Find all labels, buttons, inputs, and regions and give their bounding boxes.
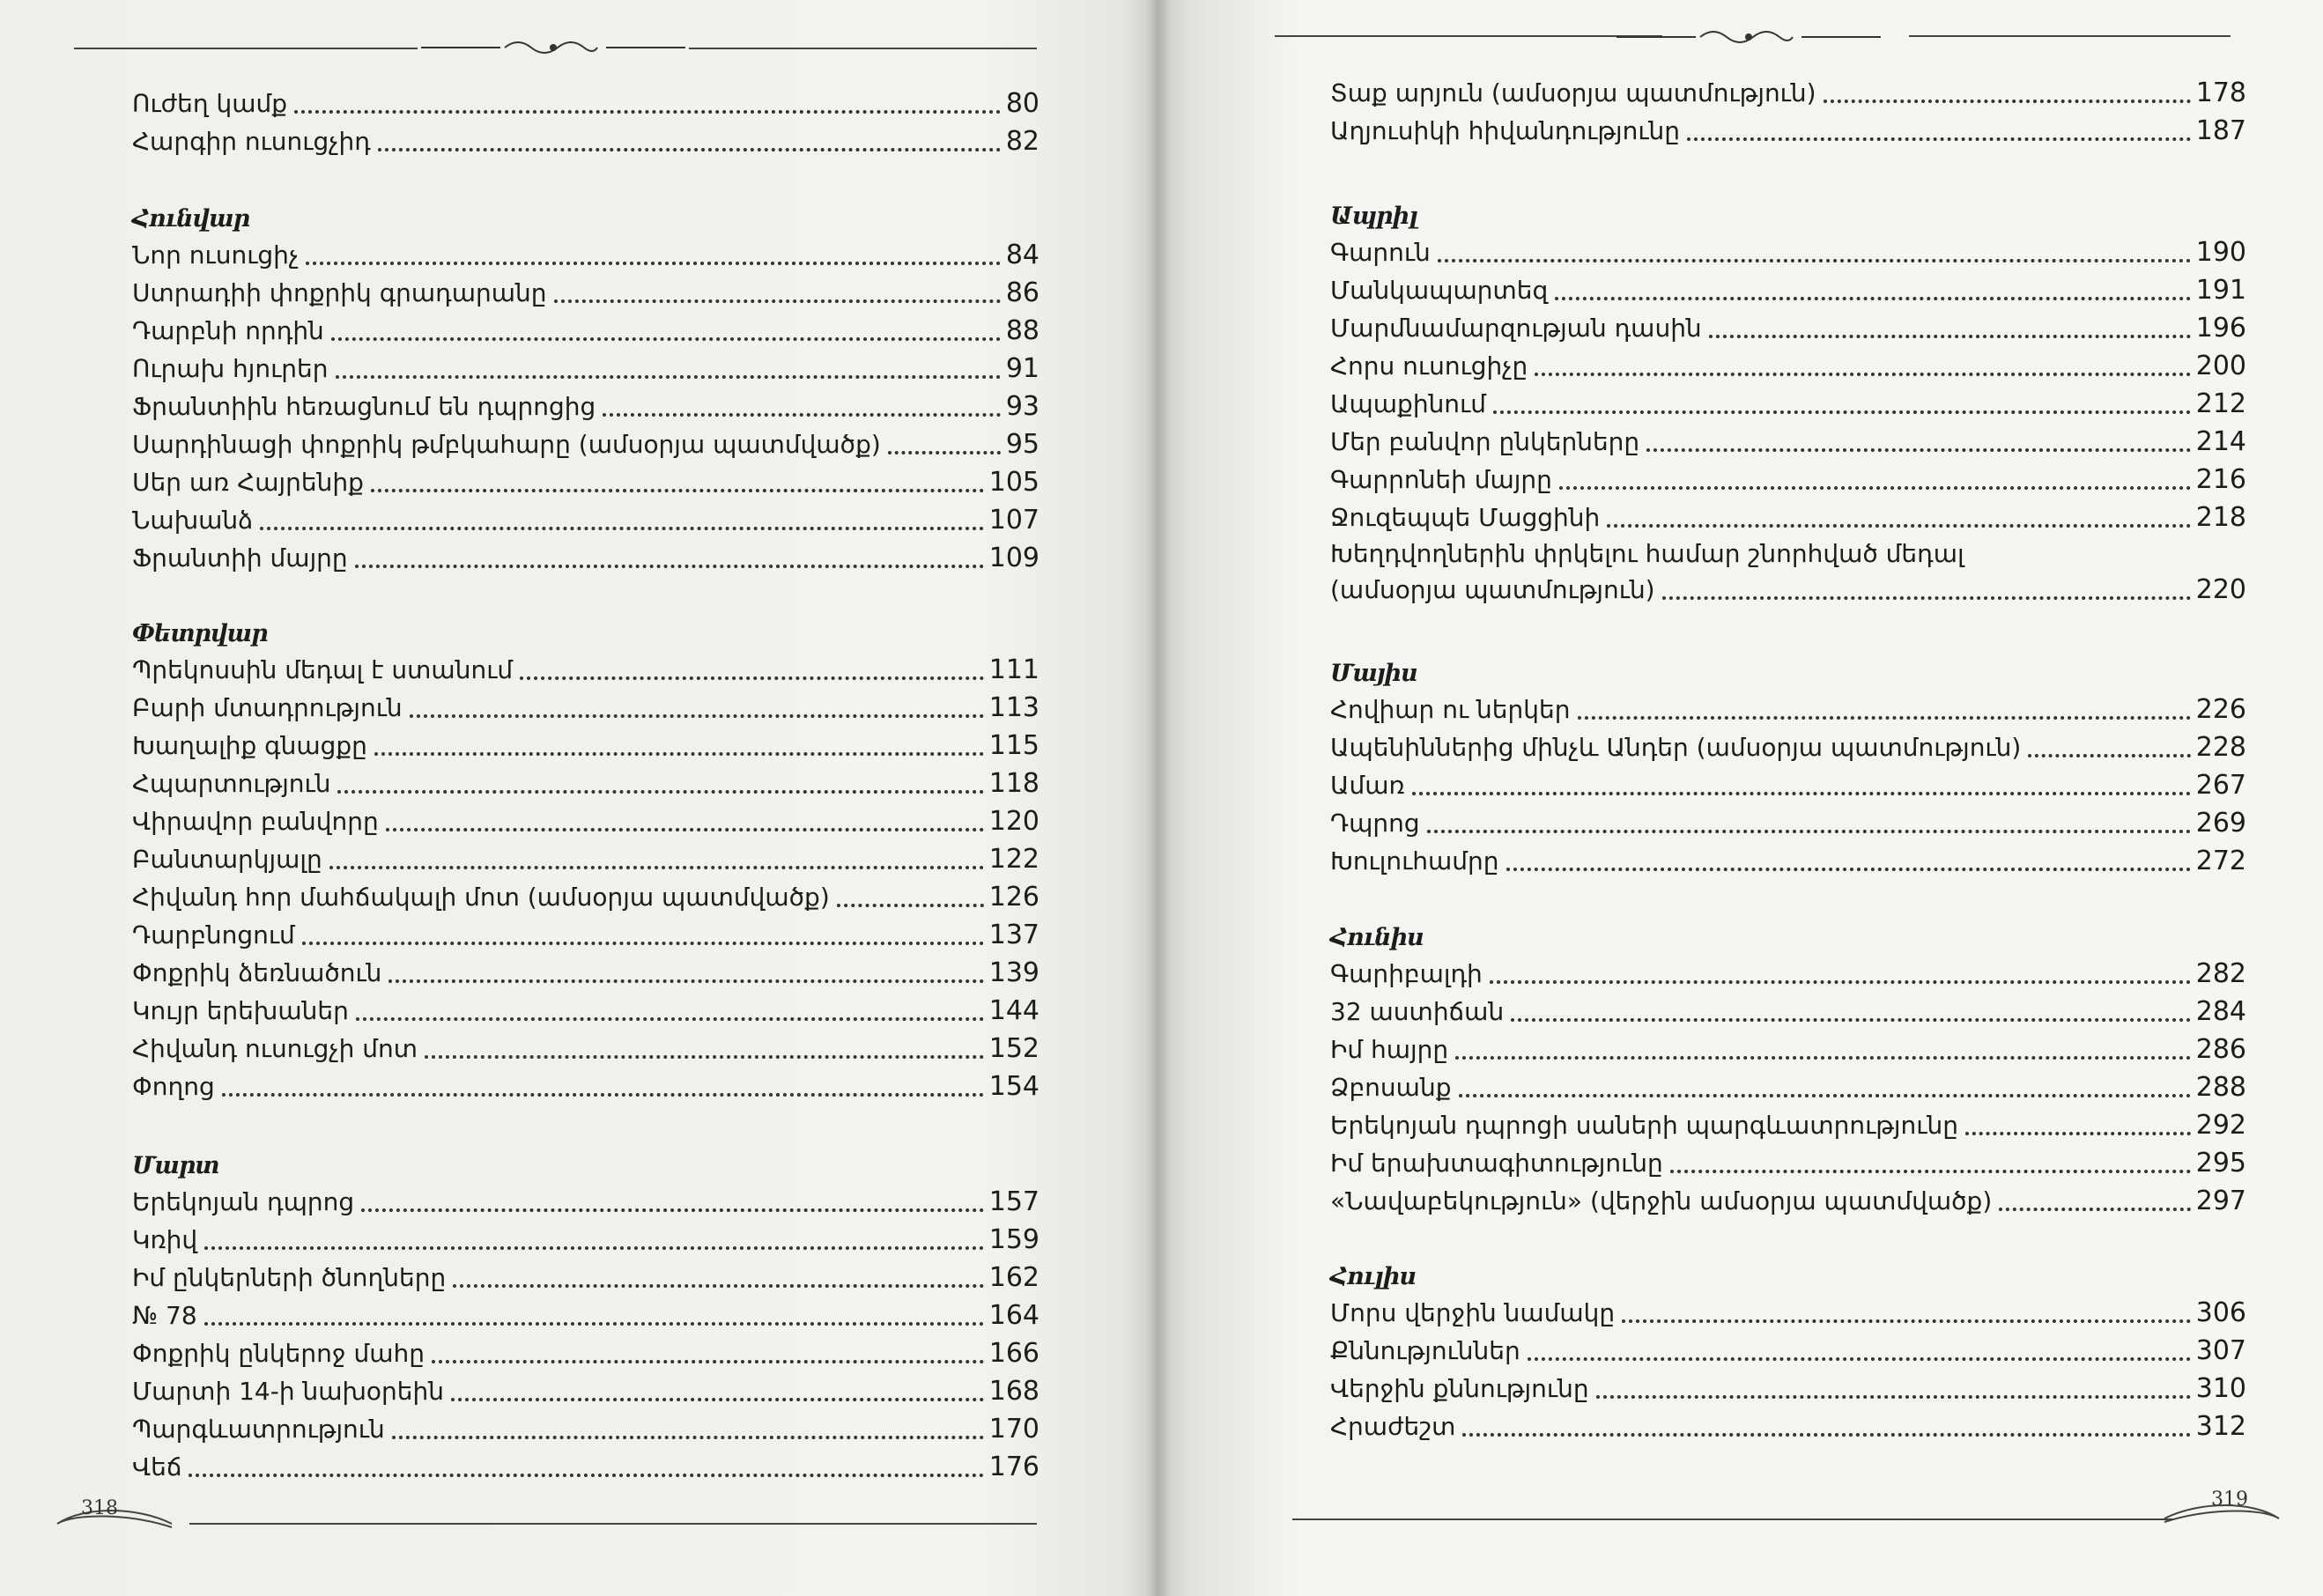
toc-entry[interactable]: [132, 274, 1039, 312]
toc-entry-page: 200: [2195, 351, 2246, 381]
toc-entry[interactable]: [132, 840, 1039, 878]
toc-entry-title: Ստրադիի փոքրիկ գրադարանը: [132, 278, 547, 307]
toc-entry[interactable]: [1330, 1294, 2246, 1332]
toc-entry-title: Կռիվ: [132, 1225, 198, 1254]
dot-leader: [1535, 373, 2190, 376]
toc-entry-page: 168: [988, 1376, 1039, 1407]
toc-entry-title: Վիրավոր բանվորը: [132, 807, 379, 836]
toc-entry-title: Փողոց: [132, 1072, 215, 1101]
toc-entry-page: 126: [988, 882, 1039, 913]
toc-entry-title: № 78: [132, 1301, 197, 1330]
toc-entry[interactable]: [1330, 309, 2246, 347]
month-heading: Հունվար: [132, 205, 250, 233]
header-rule-left: [74, 48, 418, 49]
dot-leader: [329, 866, 984, 869]
dot-leader: [355, 565, 984, 568]
toc-entry-title: Գարիբալդի: [1330, 959, 1483, 988]
dot-leader: [1506, 868, 2191, 871]
toc-entry-page: 82: [1005, 126, 1039, 157]
toc-entry-page: 93: [1005, 391, 1039, 422]
toc-entry-page: 284: [2195, 996, 2246, 1027]
toc-entry[interactable]: [132, 1334, 1039, 1372]
toc-entry[interactable]: [132, 1030, 1039, 1068]
toc-section: [1330, 1260, 2246, 1445]
toc-entry-page: 107: [988, 505, 1039, 536]
toc-entry-title: Երեկոյան դպրոց: [132, 1187, 355, 1216]
toc-section: [1330, 200, 2246, 609]
toc-entry-title: Հրաժեշտ: [1330, 1412, 1456, 1441]
toc-entry[interactable]: [1330, 347, 2246, 385]
toc-entry-title: Բարի մտադրություն: [132, 693, 403, 722]
toc-entry-title: Խաղալիք գնացքը: [132, 731, 367, 760]
header-rule-right: [689, 48, 1037, 49]
toc-entry-title: Մարտի 14-ի նախօրեին: [132, 1377, 444, 1406]
toc-entry-page: 286: [2195, 1034, 2246, 1065]
toc-entry-page: 139: [988, 957, 1039, 988]
dot-leader: [1490, 980, 2191, 984]
toc-section: [132, 203, 1039, 577]
dot-leader: [1622, 1319, 2191, 1323]
toc-entry[interactable]: [1330, 271, 2246, 309]
toc-entry[interactable]: [132, 1372, 1039, 1410]
toc-entry-page: 292: [2195, 1110, 2246, 1141]
toc-entry-title-line: Խեղդվողներին փրկելու համար շնորհված մեդալ: [1330, 539, 1964, 568]
toc-entry[interactable]: [1330, 571, 2246, 609]
toc-entry-page: 269: [2195, 808, 2246, 839]
month-heading: Մայիս: [1330, 660, 1417, 687]
toc-entry-title: (ամսօրյա պատմություն): [1330, 575, 1655, 604]
dot-leader: [425, 1055, 984, 1059]
toc-entry-title: Նախանձ: [132, 506, 254, 535]
toc-entry-title: Իմ երախտագիտությունը: [1330, 1149, 1663, 1178]
page-number: 319: [2211, 1489, 2248, 1511]
toc-entry[interactable]: [132, 388, 1039, 425]
toc-entry[interactable]: [1330, 804, 2246, 842]
toc-entry[interactable]: [1330, 993, 2246, 1031]
dot-leader: [520, 676, 984, 680]
toc-entry-page: 115: [988, 730, 1039, 761]
toc-entry-title: Սարդինացի փոքրիկ թմբկահարը (ամսօրյա պատմվածք): [132, 430, 881, 459]
toc-entry-page: 120: [988, 806, 1039, 837]
dot-leader: [451, 1398, 984, 1401]
toc-entry-page: 312: [2195, 1411, 2246, 1442]
toc-entry-page: 178: [2195, 78, 2246, 108]
toc-entry-title: Հիվանդ հոր մահճակալի մոտ (ամսօրյա պատմվածք): [132, 883, 830, 912]
toc-entry-page: 164: [988, 1300, 1039, 1331]
toc-entry[interactable]: [1330, 1370, 2246, 1408]
dot-leader: [410, 714, 984, 718]
toc-entry-page: 220: [2195, 574, 2246, 605]
left-page: [0, 0, 1156, 1596]
toc-entry[interactable]: [1330, 1031, 2246, 1068]
toc-entry-page: 152: [988, 1033, 1039, 1064]
toc-entry-title: Դարբնոցում: [132, 920, 295, 949]
dot-leader: [378, 148, 1001, 151]
dot-leader: [837, 904, 984, 907]
toc-entry[interactable]: [1330, 1106, 2246, 1144]
toc-entry[interactable]: [132, 1259, 1039, 1297]
right-page: [1156, 0, 2323, 1596]
toc-entry-title: Վեճ: [132, 1452, 182, 1481]
header-rule-left: [1275, 35, 1662, 37]
toc-entry[interactable]: [132, 501, 1039, 539]
dot-leader: [1662, 596, 2191, 600]
toc-entry[interactable]: [132, 1297, 1039, 1334]
dot-leader: [204, 1246, 984, 1250]
toc-entry[interactable]: [132, 463, 1039, 501]
toc-entry-page: 297: [2195, 1186, 2246, 1216]
toc-entry-title: Իմ ընկերների ծնողները: [132, 1263, 447, 1292]
toc-section: [132, 85, 1039, 160]
dot-leader: [392, 1436, 984, 1439]
footer-rule: [1292, 1518, 2173, 1520]
dot-leader: [189, 1474, 983, 1477]
toc-entry-page: 214: [2195, 426, 2246, 457]
toc-entry-page: 118: [988, 768, 1039, 799]
toc-entry-title: Քննություններ: [1330, 1336, 1520, 1365]
toc-entry[interactable]: [132, 916, 1039, 954]
toc-entry-title: Գարուն: [1330, 238, 1431, 267]
dot-leader: [1493, 410, 2191, 414]
toc-entry-page: 212: [2195, 388, 2246, 419]
dot-leader: [1462, 1433, 2190, 1437]
dot-leader: [336, 375, 1001, 379]
dot-leader: [386, 828, 984, 831]
toc-entry-title: Պարգևատրություն: [132, 1415, 385, 1444]
toc-entry-page: 162: [988, 1262, 1039, 1293]
dot-leader: [331, 337, 1001, 341]
dot-leader: [1596, 1395, 2191, 1399]
dot-leader: [603, 413, 1001, 417]
toc-entry-page: 288: [2195, 1072, 2246, 1103]
toc-entry-title: Դպրոց: [1330, 809, 1420, 838]
toc-entry-page: 154: [988, 1071, 1039, 1102]
toc-entry-page: 144: [988, 995, 1039, 1026]
dot-leader: [1555, 297, 2190, 300]
toc-entry[interactable]: [132, 689, 1039, 727]
dot-leader: [361, 1208, 984, 1212]
dot-leader: [1438, 259, 2191, 262]
toc-entry-page: 88: [1005, 315, 1039, 346]
toc-entry[interactable]: [132, 765, 1039, 802]
toc-entry[interactable]: [132, 122, 1039, 160]
dot-leader: [337, 790, 983, 794]
dot-leader: [1455, 1056, 2191, 1060]
toc-entry-title: Մորս վերջին նամակը: [1330, 1298, 1616, 1327]
header-rule-right: [1909, 35, 2231, 37]
toc-entry-page: 113: [988, 692, 1039, 723]
toc-entry[interactable]: [132, 539, 1039, 577]
toc-entry[interactable]: [1330, 423, 2246, 461]
toc-entry-title: Հորս ուսուցիչը: [1330, 351, 1528, 381]
toc-entry-title: Վերջին քննությունը: [1330, 1374, 1589, 1403]
toc-entry-page: 111: [988, 654, 1039, 685]
dot-leader: [302, 942, 984, 945]
dot-leader: [1709, 335, 2191, 338]
toc-entry-page: 196: [2195, 313, 2246, 344]
toc-entry-page: 295: [2195, 1148, 2246, 1179]
toc-entry-title: Գարրոնեի մայրը: [1330, 465, 1552, 494]
dot-leader: [1412, 792, 2191, 795]
toc-entry-page: 166: [988, 1338, 1039, 1369]
toc-entry[interactable]: [1330, 1408, 2246, 1445]
toc-entry-title: Սեր առ Հայրենիք: [132, 468, 364, 497]
toc-entry-page: 307: [2195, 1335, 2246, 1366]
toc-entry-page: 170: [988, 1414, 1039, 1445]
dot-leader: [294, 110, 1001, 114]
toc-entry-page: 226: [2195, 694, 2246, 725]
month-heading: Հուլիս: [1330, 1263, 1416, 1290]
toc-entry[interactable]: [132, 1410, 1039, 1448]
toc-entry-page: 157: [988, 1186, 1039, 1217]
dot-leader: [371, 489, 984, 492]
toc-entry[interactable]: [1330, 1332, 2246, 1370]
dot-leader: [1999, 1208, 2190, 1211]
dot-leader: [204, 1322, 984, 1326]
toc-entry-title: 32 աստիճան: [1330, 997, 1505, 1026]
dot-leader: [1559, 486, 2191, 490]
toc-entry-page: 91: [1005, 353, 1039, 384]
toc-entry-page: 282: [2195, 958, 2246, 989]
month-heading: Հունիս: [1330, 924, 1424, 951]
footer-rule: [189, 1523, 1037, 1525]
toc-entry-page: 310: [2195, 1373, 2246, 1404]
toc-entry-page: 191: [2195, 275, 2246, 306]
toc-entry-page: 86: [1005, 277, 1039, 308]
toc-section: [1330, 74, 2246, 150]
toc-entry-title: Ուժեղ կամք: [132, 89, 288, 118]
toc-entry[interactable]: [1330, 1144, 2246, 1182]
toc-entry-title: Երեկոյան դպրոցի սաների պարգևատրությունը: [1330, 1111, 1958, 1140]
toc-entry-title: Բանտարկյալը: [132, 845, 322, 874]
toc-entry-title: Ապաքինում: [1330, 389, 1486, 418]
toc-entry[interactable]: [1330, 842, 2246, 880]
toc-section: [1330, 921, 2246, 1220]
toc-entry[interactable]: [132, 85, 1039, 122]
toc-entry-page: 216: [2195, 464, 2246, 495]
month-heading: Ապրիլ: [1330, 203, 1417, 230]
toc-entry[interactable]: [132, 878, 1039, 916]
toc-entry-title: Դարբնի որդին: [132, 316, 324, 345]
toc-entry[interactable]: [1330, 1068, 2246, 1106]
toc-entry-title: Հպարտություն: [132, 769, 331, 798]
toc-entry-page: 190: [2195, 237, 2246, 268]
toc-entry-page: 228: [2195, 732, 2246, 763]
dot-leader: [1459, 1094, 2191, 1097]
dot-leader: [222, 1093, 984, 1097]
toc-entry-title: Հիվանդ ուսուցչի մոտ: [132, 1034, 418, 1063]
toc-entry-page: 218: [2195, 502, 2246, 533]
toc-entry-title: Մեր բանվոր ընկերները: [1330, 427, 1640, 456]
toc-entry[interactable]: [132, 312, 1039, 350]
page-number: 318: [81, 1497, 118, 1519]
toc-section: [1330, 657, 2246, 880]
dot-leader: [1511, 1018, 2191, 1022]
toc-entry[interactable]: [132, 425, 1039, 463]
dot-leader: [374, 752, 984, 756]
toc-entry-title: Հովիար ու ներկեր: [1330, 695, 1571, 724]
toc-entry-page: 267: [2195, 770, 2246, 801]
toc-entry-title: Խուլուհամրը: [1330, 846, 1499, 876]
toc-entry[interactable]: [132, 1448, 1039, 1486]
toc-entry[interactable]: [132, 992, 1039, 1030]
toc-entry-page: 187: [2195, 115, 2246, 146]
toc-entry-title: Աղյուսիկի հիվանդությունը: [1330, 116, 1681, 145]
dot-leader: [1528, 1357, 2191, 1361]
toc-entry[interactable]: [132, 651, 1039, 689]
toc-entry[interactable]: [1330, 499, 2246, 536]
toc-entry[interactable]: [1330, 691, 2246, 728]
toc-entry[interactable]: [1330, 112, 2246, 150]
toc-entry-page: 176: [988, 1452, 1039, 1482]
dot-leader: [1646, 448, 2191, 452]
dot-leader: [356, 1017, 984, 1021]
toc-entry-title: Ֆրանտիին հեռացնում են դպրոցից: [132, 392, 596, 421]
dot-leader: [1824, 100, 2191, 103]
toc-entry-page: 159: [988, 1224, 1039, 1255]
toc-entry-title: Ամառ: [1330, 771, 1405, 800]
toc-entry[interactable]: [1330, 766, 2246, 804]
month-heading: Փետրվար: [132, 620, 268, 647]
toc-entry[interactable]: [132, 350, 1039, 388]
toc-entry[interactable]: [1330, 1182, 2246, 1220]
toc-entry-title: Մանկապարտեզ: [1330, 276, 1549, 305]
toc-entry-page: 95: [1005, 429, 1039, 460]
toc-entry[interactable]: [132, 1221, 1039, 1259]
dot-leader: [1607, 524, 2190, 528]
month-heading: Մարտ: [132, 1152, 219, 1179]
toc-entry-title: Պրեկոսսին մեդալ է ստանում: [132, 655, 514, 684]
toc-entry-title: Ջուզեպպե Մացցինի: [1330, 503, 1601, 532]
toc-entry[interactable]: [1330, 461, 2246, 499]
header-ornament: [1616, 25, 1881, 51]
toc-entry-title: Կույր երեխաներ: [132, 996, 349, 1025]
toc-section: [132, 1149, 1039, 1486]
toc-entry-page: 105: [988, 467, 1039, 498]
toc-entry[interactable]: [132, 727, 1039, 765]
toc-entry-title: «Նավաբեկություն» (վերջին ամսօրյա պատմվածք): [1330, 1186, 1993, 1215]
toc-entry-page: 272: [2195, 846, 2246, 876]
dot-leader: [554, 299, 1001, 303]
dot-leader: [1687, 137, 2191, 141]
dot-leader: [306, 262, 1001, 265]
toc-entry-title: Փոքրիկ ընկերոջ մահը: [132, 1339, 425, 1368]
toc-entry[interactable]: [132, 1183, 1039, 1221]
toc-entry-page: 306: [2195, 1297, 2246, 1328]
toc-entry-title: Փոքրիկ ձեռնածուն: [132, 958, 382, 987]
dot-leader: [260, 527, 984, 530]
toc-entry-page: 137: [988, 920, 1039, 950]
toc-entry[interactable]: [1330, 74, 2246, 112]
toc-entry-title: Մարմնամարզության դասին: [1330, 314, 1702, 343]
toc-entry[interactable]: [1330, 233, 2246, 271]
toc-entry[interactable]: [1330, 728, 2246, 766]
dot-leader: [1427, 830, 2191, 833]
dot-leader: [1578, 716, 2191, 720]
toc-entry-page: 80: [1005, 88, 1039, 119]
dot-leader: [388, 979, 983, 983]
toc-entry-title: Հարգիր ուսուցչիդ: [132, 127, 371, 156]
toc-entry[interactable]: [132, 954, 1039, 992]
dot-leader: [453, 1284, 983, 1288]
toc-entry-title: Ձբոսանք: [1330, 1073, 1452, 1102]
footer-swirl-icon: [2156, 1499, 2288, 1534]
toc-entry-title: Նոր ուսուցիչ: [132, 240, 300, 270]
toc-section: [132, 617, 1039, 1105]
toc-entry-page: 109: [988, 543, 1039, 573]
toc-entry-title: Ուրախ հյուրեր: [132, 354, 329, 383]
toc-entry[interactable]: [1330, 955, 2246, 993]
toc-entry[interactable]: [132, 802, 1039, 840]
toc-entry-title: Իմ հայրը: [1330, 1035, 1449, 1064]
toc-entry-page: 84: [1005, 240, 1039, 270]
toc-entry[interactable]: [132, 236, 1039, 274]
header-ornament: [421, 35, 685, 62]
dot-leader: [432, 1360, 984, 1363]
toc-entry[interactable]: [1330, 385, 2246, 423]
book-spine: [1145, 0, 1172, 1596]
dot-leader: [1670, 1170, 2191, 1173]
dot-leader: [2028, 754, 2190, 757]
toc-entry-title: Տաք արյուն (ամսօրյա պատմություն): [1330, 78, 1816, 107]
toc-entry-page: 122: [988, 844, 1039, 875]
toc-entry-title: Ապենիններից մինչև Անդեր (ամսօրյա պատմություն): [1330, 733, 2022, 762]
dot-leader: [1965, 1132, 2191, 1135]
dot-leader: [888, 451, 1001, 454]
toc-entry[interactable]: [132, 1068, 1039, 1105]
toc-entry-title: Ֆրանտիի մայրը: [132, 543, 348, 573]
